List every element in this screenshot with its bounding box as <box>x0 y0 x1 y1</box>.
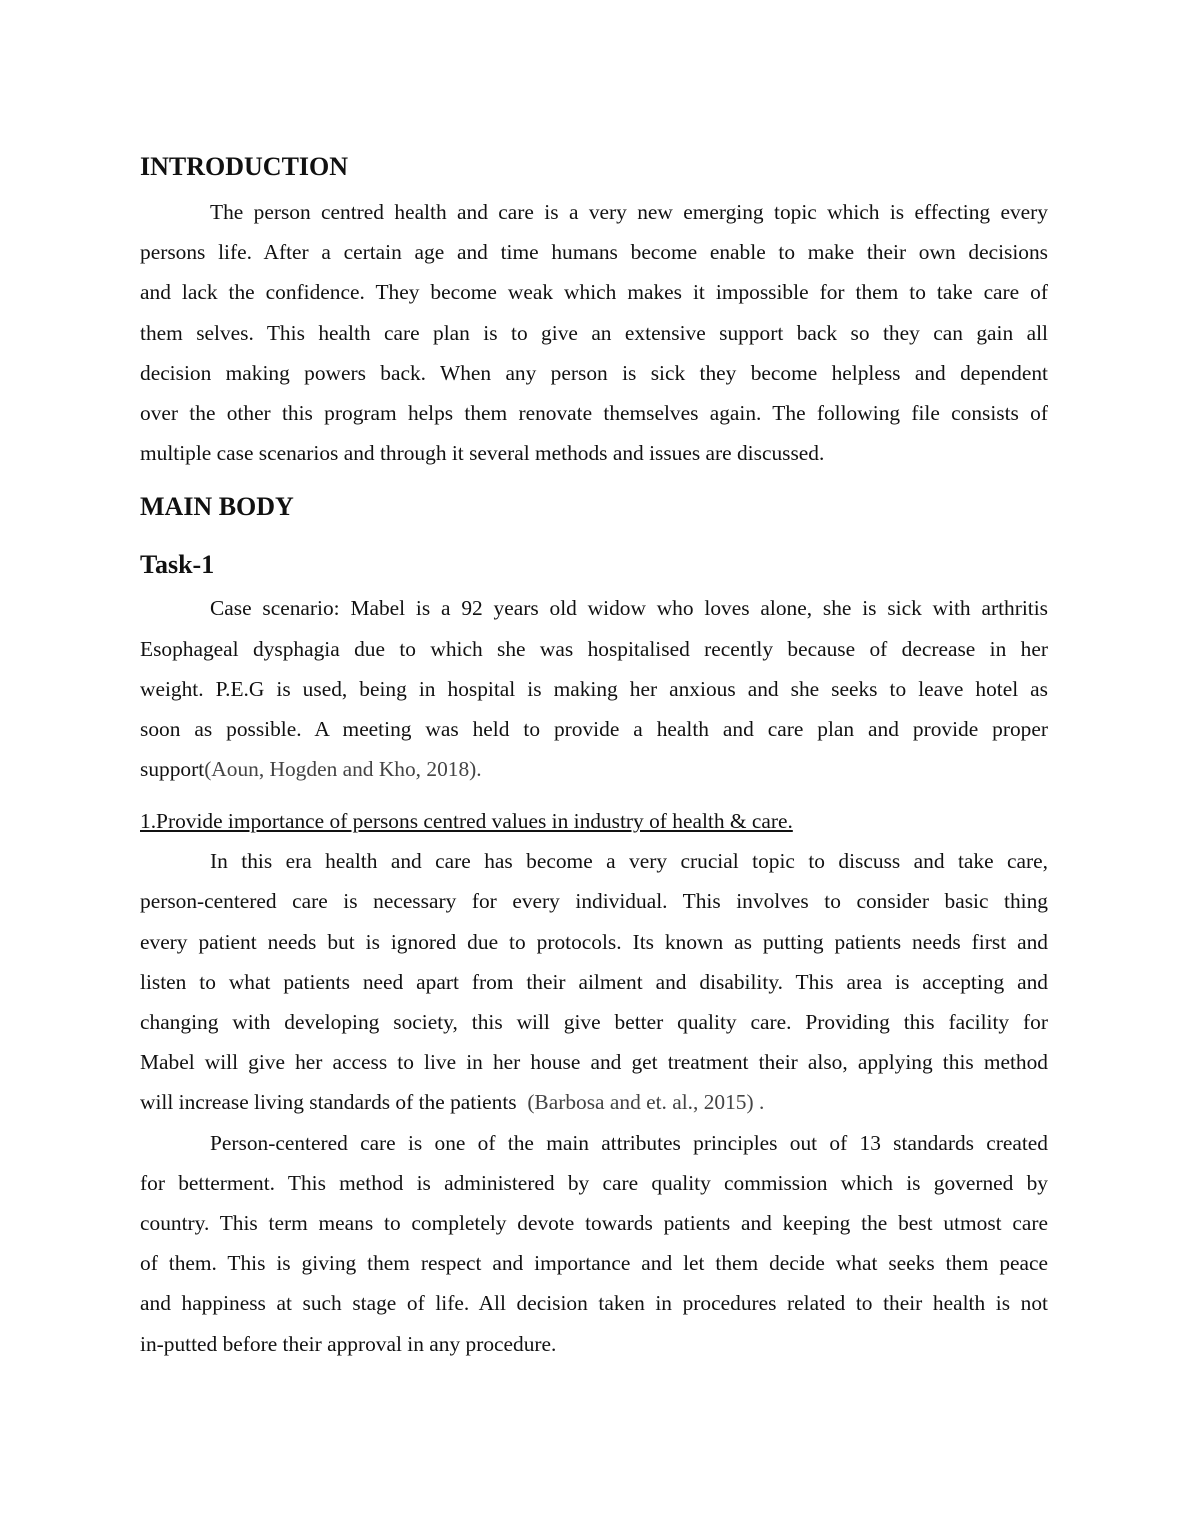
case-scenario-paragraph <box>140 588 1048 789</box>
text-line: persons life. After a certain age and time humans become enable to make their own decisions <box>140 240 1048 265</box>
citation: (Aoun, Hogden and Kho, 2018). <box>204 757 482 782</box>
text-line: Case scenario: Mabel is a 92 years old widow who loves alone, she is sick with arthritis <box>210 596 1048 621</box>
text-line: changing with developing society, this will give better quality care. Providing this facility for <box>140 1010 1048 1034</box>
text-line: weight. P.E.G is used, being in hospital is making her anxious and she seeks to leave hotel as <box>140 676 1048 701</box>
text-line: and happiness at such stage of life. All decision taken in procedures related to their health is not <box>140 1291 1048 1316</box>
text-line: Person-centered care is one of the main attributes principles out of 13 standards created <box>210 1130 1048 1155</box>
main-body-heading: MAIN BODY <box>140 492 294 522</box>
text-line <box>140 749 1048 789</box>
person-centred-paragraph-1 <box>140 841 1048 1122</box>
text-line: The person centred health and care is a very new emerging topic which is effecting every <box>210 200 1048 224</box>
text-line: Mabel will give her access to live in her house and get treatment their also, applying this method <box>140 1050 1048 1075</box>
text-line: person-centered care is necessary for every individual. This involves to consider basic thing <box>140 889 1048 914</box>
text-line: for betterment. This method is administered by care quality commission which is governed by <box>140 1170 1048 1195</box>
introduction-paragraph <box>140 192 1048 473</box>
text-segment: support <box>140 757 205 782</box>
introduction-heading: INTRODUCTION <box>140 152 349 181</box>
text-segment: will increase living standards of the patients <box>140 1090 528 1115</box>
task-heading: Task-1 <box>140 550 215 580</box>
citation: (Barbosa and et. al., 2015) . <box>527 1090 765 1115</box>
text-line: Esophageal dysphagia due to which she was hospitalised recently because of decrease in her <box>140 636 1048 661</box>
text-line: multiple case scenarios and through it several methods and issues are discussed. <box>140 441 825 466</box>
document-page <box>140 147 1048 1364</box>
section-subheading: 1.Provide importance of persons centred values in industry of health & care. <box>140 809 793 834</box>
text-line: of them. This is giving them respect and importance and let them decide what seeks them peace <box>140 1251 1048 1276</box>
text-line: soon as possible. A meeting was held to provide a health and care plan and provide proper <box>140 716 1048 741</box>
person-centred-paragraph-2 <box>140 1123 1048 1364</box>
text-line: decision making powers back. When any person is sick they become helpless and dependent <box>140 360 1048 385</box>
text-line <box>140 1082 1048 1122</box>
text-line: listen to what patients need apart from their ailment and disability. This area is accepting and <box>140 969 1048 994</box>
text-line: every patient needs but is ignored due to protocols. Its known as putting patients needs first and <box>140 929 1048 954</box>
text-line: and lack the confidence. They become weak which makes it impossible for them to take care of <box>140 280 1048 305</box>
text-line: country. This term means to completely devote towards patients and keeping the best utmost care <box>140 1210 1048 1235</box>
text-line: In this era health and care has become a very crucial topic to discuss and take care, <box>210 849 1048 874</box>
text-line: in-putted before their approval in any procedure. <box>140 1331 557 1356</box>
text-line: over the other this program helps them renovate themselves again. The following file consists of <box>140 400 1048 425</box>
text-line: them selves. This health care plan is to give an extensive support back so they can gain all <box>140 320 1048 345</box>
